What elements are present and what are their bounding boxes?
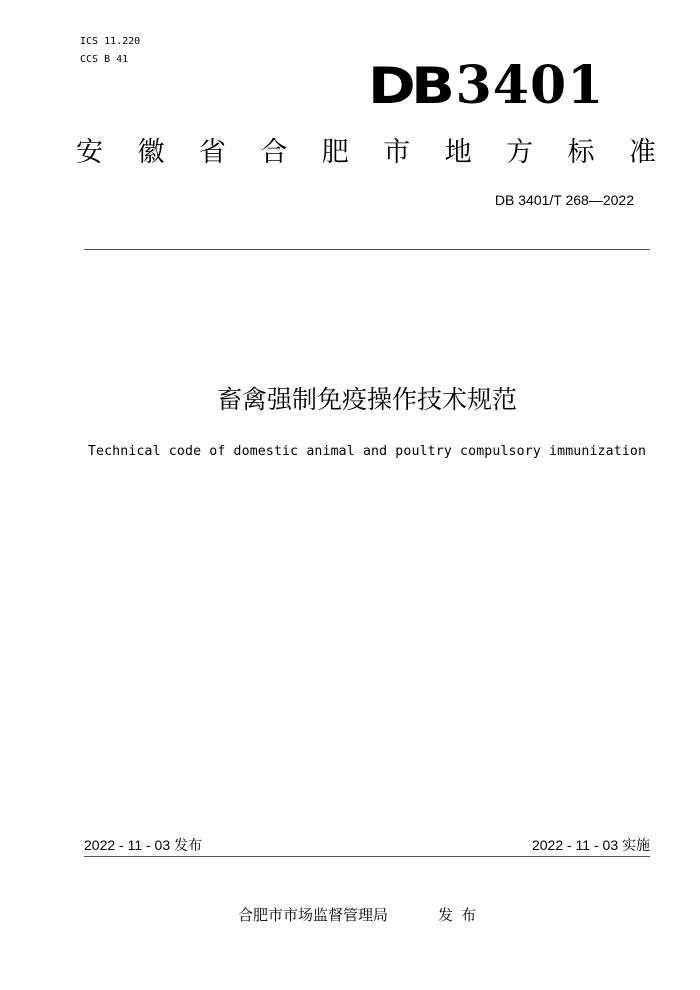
- implementation-date: 2022 - 11 - 03 实施: [531, 837, 650, 853]
- document-title-english: Technical code of domestic animal and poultry compulsory immunization: [87, 444, 647, 459]
- document-title-chinese: 畜禽强制免疫操作技术规范: [216, 385, 517, 414]
- footer-divider: [84, 856, 650, 857]
- issue-date: 2022 - 11 - 03 发布: [84, 837, 203, 853]
- org-char: 市: [383, 137, 411, 168]
- org-char: 地: [444, 137, 472, 168]
- header-divider: [84, 249, 650, 250]
- db-mark: DB: [368, 57, 451, 115]
- org-char: 标: [567, 137, 595, 168]
- org-char: 方: [506, 137, 534, 168]
- standard-organization: [76, 137, 656, 169]
- ics-code: ICS 11.220: [80, 36, 141, 47]
- standard-code: DB 3401/T 268—2022: [494, 192, 634, 208]
- db-region-number: 3401: [455, 55, 605, 116]
- issue-label: 发布: [438, 906, 485, 924]
- org-char: 准: [628, 137, 656, 168]
- org-char: 合: [260, 137, 288, 168]
- org-char: 徽: [137, 137, 165, 168]
- org-char: 安: [76, 137, 103, 168]
- db-standard-logo: [368, 55, 605, 116]
- org-char: 省: [198, 137, 226, 168]
- issuing-authority: 合肥市市场监督管理局: [238, 906, 389, 924]
- org-char: 肥: [321, 137, 349, 168]
- ccs-code: CCS B 41: [80, 54, 129, 65]
